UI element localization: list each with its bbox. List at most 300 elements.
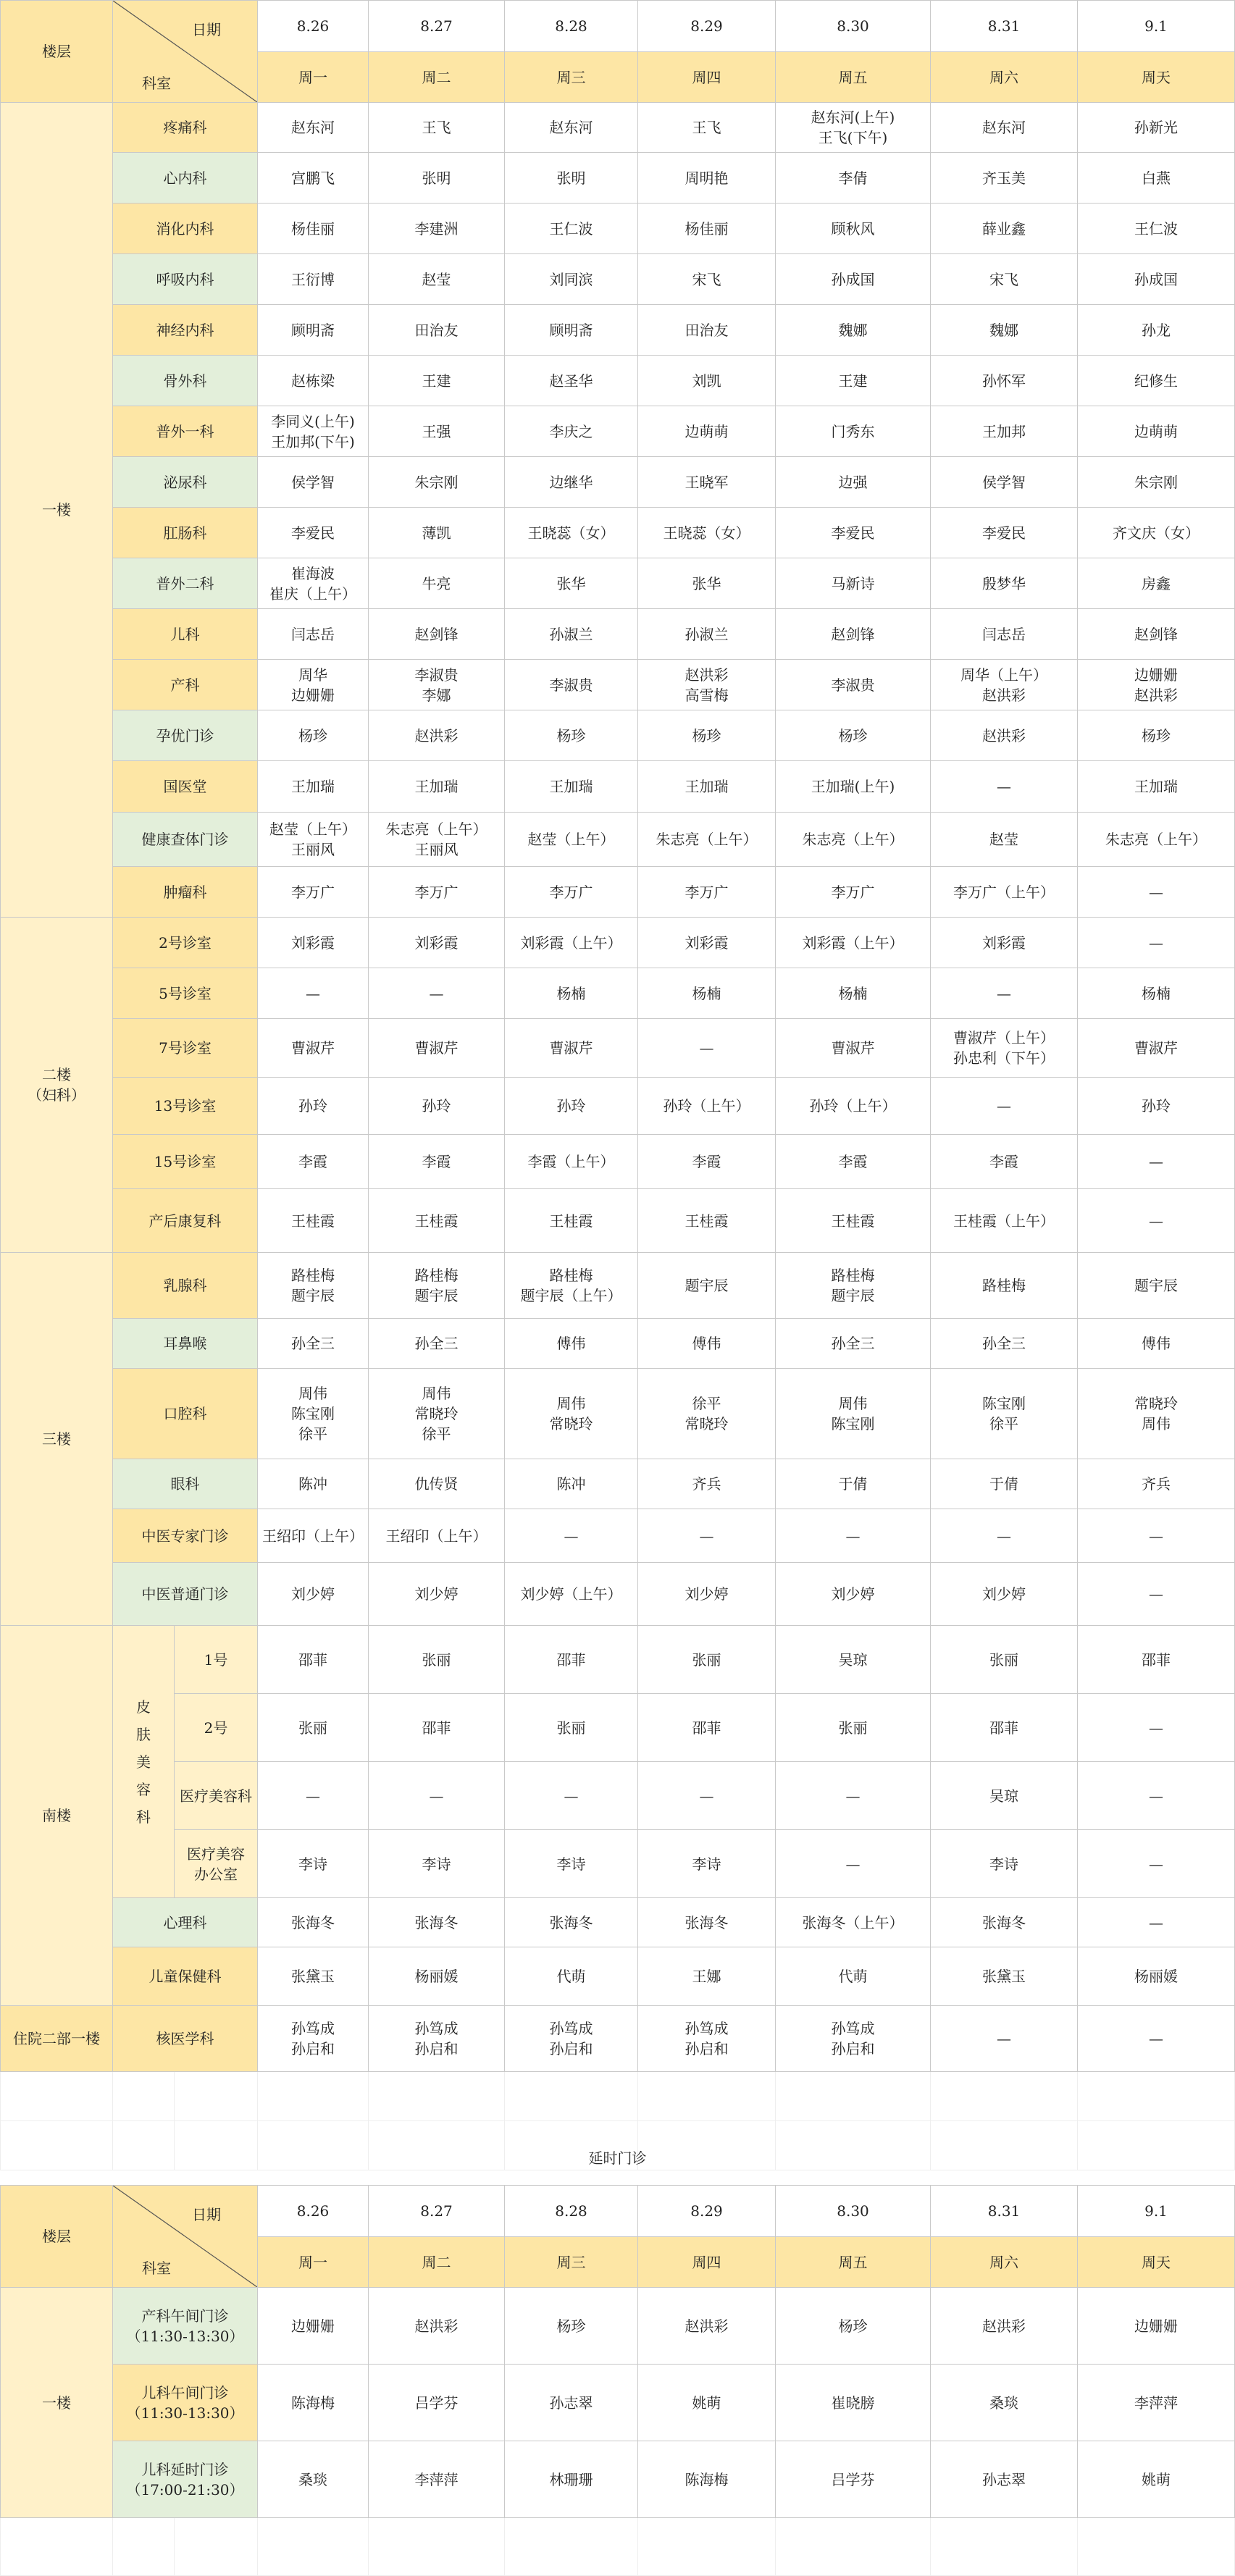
doctor-cell: 朱志亮（上午）	[638, 813, 776, 867]
doctor-cell: 姚萌	[1078, 2441, 1235, 2518]
table-row	[1, 968, 1235, 1019]
dept-cell: 耳鼻喉	[113, 1319, 258, 1369]
doctor-cell: 赵莹	[931, 813, 1078, 867]
dept-cell: 骨外科	[113, 356, 258, 406]
table-row	[1, 1078, 1235, 1135]
doctor-cell: 顾明斋	[258, 305, 369, 356]
weekday-cell: 周五	[776, 52, 931, 103]
table-row	[1, 867, 1235, 918]
doctor-cell: —	[931, 1078, 1078, 1135]
doctor-cell: 杨楠	[776, 968, 931, 1019]
empty-cell	[1078, 2072, 1235, 2121]
doctor-cell: —	[1078, 867, 1235, 918]
doctor-cell: 宋飞	[931, 254, 1078, 305]
empty-cell	[505, 2518, 638, 2576]
doctor-cell: 刘少婷	[931, 1563, 1078, 1626]
table-row	[1, 2441, 1235, 2518]
doctor-cell: 田治友	[638, 305, 776, 356]
table-row	[1, 2365, 1235, 2441]
doctor-cell: 顾秋风	[776, 204, 931, 254]
doctor-cell: 李万广	[258, 867, 369, 918]
doctor-cell: 张黛玉	[931, 1947, 1078, 2006]
spacer-row	[1, 2518, 1235, 2576]
table-row	[1, 1947, 1235, 2006]
diagonal-divider	[113, 1, 257, 102]
empty-cell	[638, 2072, 776, 2121]
dept-cell: 13号诊室	[113, 1078, 258, 1135]
date-cell: 8.30	[776, 1, 931, 52]
doctor-cell: 赵莹（上午）	[505, 813, 638, 867]
doctor-cell: 赵洪彩	[369, 2288, 505, 2365]
doctor-cell: 齐玉美	[931, 153, 1078, 204]
doctor-cell: 赵洪彩	[931, 710, 1078, 761]
date-cell: 8.26	[258, 2186, 369, 2237]
doctor-cell: 王衍博	[258, 254, 369, 305]
doctor-cell: 李爱民	[776, 508, 931, 558]
doctor-cell: —	[1078, 2006, 1235, 2072]
doctor-cell: 孙新光	[1078, 103, 1235, 153]
dept-cell: 医疗美容科	[175, 1762, 258, 1830]
doctor-cell: 刘彩霞	[931, 918, 1078, 968]
doctor-cell: —	[1078, 1898, 1235, 1947]
doctor-cell: 门秀东	[776, 406, 931, 457]
doctor-cell: 赵东河	[258, 103, 369, 153]
doctor-cell: —	[1078, 918, 1235, 968]
header-date-row	[1, 2186, 1235, 2237]
doctor-cell: 张丽	[505, 1694, 638, 1762]
doctor-cell: 王桂霞	[638, 1189, 776, 1253]
doctor-cell: 李爱民	[258, 508, 369, 558]
dept-cell: 孕优门诊	[113, 710, 258, 761]
doctor-cell: 孙笃成 孙启和	[369, 2006, 505, 2072]
dept-cell: 普外二科	[113, 558, 258, 609]
table-row	[1, 1459, 1235, 1509]
doctor-cell: 孙成国	[776, 254, 931, 305]
doctor-cell: —	[1078, 1830, 1235, 1898]
doctor-cell: 邵菲	[638, 1694, 776, 1762]
table-row	[1, 254, 1235, 305]
doctor-cell: 李诗	[505, 1830, 638, 1898]
date-cell: 8.27	[369, 1, 505, 52]
table-row	[1, 2288, 1235, 2365]
doctor-cell: 王加瑞	[369, 761, 505, 813]
doctor-cell: 魏娜	[776, 305, 931, 356]
doctor-cell: 杨丽媛	[369, 1947, 505, 2006]
doctor-cell: 张丽	[638, 1626, 776, 1694]
weekday-cell: 周四	[638, 52, 776, 103]
doctor-cell: 张华	[505, 558, 638, 609]
table-row	[1, 204, 1235, 254]
doctor-cell: 李倩	[776, 153, 931, 204]
doctor-cell: 宫鹏飞	[258, 153, 369, 204]
weekday-cell: 周六	[931, 52, 1078, 103]
doctor-cell: 朱宗刚	[369, 457, 505, 508]
doctor-cell: 李万广	[369, 867, 505, 918]
doctor-cell: 李诗	[258, 1830, 369, 1898]
derm-group-label: 皮 肤 美 容 科	[113, 1626, 175, 1898]
doctor-cell: 李霞（上午）	[505, 1135, 638, 1189]
date-dept-header	[113, 2186, 258, 2288]
diagonal-divider	[113, 2186, 257, 2287]
dept-cell: 眼科	[113, 1459, 258, 1509]
empty-cell	[258, 2072, 369, 2121]
weekday-cell: 周三	[505, 52, 638, 103]
doctor-cell: 周伟 常晓玲 徐平	[369, 1369, 505, 1459]
date-cell: 9.1	[1078, 1, 1235, 52]
doctor-cell: 赵洪彩	[369, 710, 505, 761]
table-row	[1, 1369, 1235, 1459]
doctor-cell: 殷梦华	[931, 558, 1078, 609]
doctor-cell: 侯学智	[258, 457, 369, 508]
dept-cell: 中医普通门诊	[113, 1563, 258, 1626]
doctor-cell: 于倩	[776, 1459, 931, 1509]
empty-cell	[1078, 2518, 1235, 2576]
doctor-cell: 孙全三	[931, 1319, 1078, 1369]
doctor-cell: 邵菲	[258, 1626, 369, 1694]
doctor-cell: 孙志翠	[505, 2365, 638, 2441]
doctor-cell: 李诗	[369, 1830, 505, 1898]
dept-cell: 医疗美容 办公室	[175, 1830, 258, 1898]
doctor-cell: 陈海梅	[638, 2441, 776, 2518]
doctor-cell: 杨丽媛	[1078, 1947, 1235, 2006]
doctor-cell: 侯学智	[931, 457, 1078, 508]
dept-cell: 口腔科	[113, 1369, 258, 1459]
doctor-cell: 杨珍	[505, 2288, 638, 2365]
empty-cell	[113, 2072, 175, 2121]
doctor-cell: 孙玲	[505, 1078, 638, 1135]
doctor-cell: 边姗姗	[258, 2288, 369, 2365]
doctor-cell: 赵东河	[505, 103, 638, 153]
doctor-cell: 赵剑锋	[776, 609, 931, 660]
table-row	[1, 153, 1235, 204]
doctor-cell: 刘彩霞	[638, 918, 776, 968]
doctor-cell: 薄凯	[369, 508, 505, 558]
empty-cell	[175, 2518, 258, 2576]
doctor-cell: 朱志亮（上午）	[1078, 813, 1235, 867]
floor-cell: 南楼	[1, 1626, 113, 2006]
doctor-cell: 李爱民	[931, 508, 1078, 558]
doctor-cell: 刘少婷	[258, 1563, 369, 1626]
doctor-cell: —	[258, 968, 369, 1019]
table-row	[1, 1830, 1235, 1898]
dept-cell: 疼痛科	[113, 103, 258, 153]
doctor-cell: 朱宗刚	[1078, 457, 1235, 508]
doctor-cell: 邵菲	[1078, 1626, 1235, 1694]
doctor-cell: 杨珍	[638, 710, 776, 761]
doctor-cell: 王绍印（上午）	[258, 1509, 369, 1563]
weekday-cell: 周二	[369, 2237, 505, 2288]
doctor-cell: —	[638, 1019, 776, 1078]
doctor-cell: —	[931, 2006, 1078, 2072]
doctor-cell: 王建	[369, 356, 505, 406]
doctor-cell: 刘彩霞（上午）	[776, 918, 931, 968]
doctor-cell: 吕学芬	[369, 2365, 505, 2441]
empty-cell	[638, 2518, 776, 2576]
doctor-cell: 陈海梅	[258, 2365, 369, 2441]
extended-title: 延时门诊	[588, 2149, 647, 2167]
doctor-cell: 李诗	[638, 1830, 776, 1898]
dept-cell: 7号诊室	[113, 1019, 258, 1078]
doctor-cell: 孙玲（上午）	[776, 1078, 931, 1135]
doctor-cell: 白燕	[1078, 153, 1235, 204]
dept-cell: 5号诊室	[113, 968, 258, 1019]
doctor-cell: 孙玲	[369, 1078, 505, 1135]
doctor-cell: 徐平 常晓玲	[638, 1369, 776, 1459]
dept-cell: 泌尿科	[113, 457, 258, 508]
doctor-cell: 边萌萌	[1078, 406, 1235, 457]
dept-cell: 神经内科	[113, 305, 258, 356]
doctor-cell: 王加瑞	[1078, 761, 1235, 813]
doctor-cell: 李淑贵	[776, 660, 931, 710]
doctor-cell: 曹淑芹	[505, 1019, 638, 1078]
doctor-cell: 曹淑芹	[369, 1019, 505, 1078]
table-row	[1, 1319, 1235, 1369]
weekday-cell: 周三	[505, 2237, 638, 2288]
doctor-cell: 杨珍	[776, 710, 931, 761]
doctor-cell: 邵菲	[931, 1694, 1078, 1762]
empty-cell	[175, 2072, 258, 2121]
doctor-cell: 陈宝刚 徐平	[931, 1369, 1078, 1459]
doctor-cell: 王桂霞	[505, 1189, 638, 1253]
doctor-cell: 孙全三	[258, 1319, 369, 1369]
doctor-cell: 杨楠	[638, 968, 776, 1019]
spacer-row	[1, 2072, 1235, 2121]
weekday-cell: 周一	[258, 2237, 369, 2288]
doctor-cell: 张明	[369, 153, 505, 204]
doctor-cell: 林珊珊	[505, 2441, 638, 2518]
doctor-cell: 王飞	[369, 103, 505, 153]
dept-cell: 中医专家门诊	[113, 1509, 258, 1563]
dept-cell: 15号诊室	[113, 1135, 258, 1189]
doctor-cell: —	[1078, 1509, 1235, 1563]
doctor-cell: 张黛玉	[258, 1947, 369, 2006]
doctor-cell: 杨佳丽	[638, 204, 776, 254]
doctor-cell: 杨楠	[505, 968, 638, 1019]
dept-cell: 产科	[113, 660, 258, 710]
empty-cell	[1, 2072, 113, 2121]
date-cell: 8.29	[638, 2186, 776, 2237]
weekday-cell: 周天	[1078, 2237, 1235, 2288]
date-cell: 8.31	[931, 2186, 1078, 2237]
table-row	[1, 1509, 1235, 1563]
doctor-cell: 周华（上午） 赵洪彩	[931, 660, 1078, 710]
doctor-cell: 代萌	[776, 1947, 931, 2006]
doctor-cell: 王建	[776, 356, 931, 406]
doctor-cell: 杨珍	[776, 2288, 931, 2365]
doctor-cell: 王加瑞	[638, 761, 776, 813]
table-row	[1, 1898, 1235, 1947]
doctor-cell: 李霞	[258, 1135, 369, 1189]
dept-cell: 消化内科	[113, 204, 258, 254]
doctor-cell: 王仁波	[1078, 204, 1235, 254]
doctor-cell: 张丽	[931, 1626, 1078, 1694]
doctor-cell: 赵剑锋	[369, 609, 505, 660]
doctor-cell: —	[1078, 1563, 1235, 1626]
doctor-cell: 傅伟	[638, 1319, 776, 1369]
table-row	[1, 1019, 1235, 1078]
table-row	[1, 710, 1235, 761]
doctor-cell: 王加邦	[931, 406, 1078, 457]
doctor-cell: 马新诗	[776, 558, 931, 609]
doctor-cell: 宋飞	[638, 254, 776, 305]
doctor-cell: 王娜	[638, 1947, 776, 2006]
doctor-cell: 刘少婷	[776, 1563, 931, 1626]
doctor-cell: 孙怀军	[931, 356, 1078, 406]
dept-cell: 心理科	[113, 1898, 258, 1947]
table-row	[1, 609, 1235, 660]
doctor-cell: 朱志亮（上午） 王丽风	[369, 813, 505, 867]
doctor-cell: 张海冬	[505, 1898, 638, 1947]
doctor-cell: 刘少婷	[369, 1563, 505, 1626]
doctor-cell: 王强	[369, 406, 505, 457]
doctor-cell: 王加瑞	[258, 761, 369, 813]
doctor-cell: 王晓军	[638, 457, 776, 508]
doctor-cell: 崔晓膀	[776, 2365, 931, 2441]
doctor-cell: 王晓蕊（女）	[638, 508, 776, 558]
doctor-cell: 孙成国	[1078, 254, 1235, 305]
doctor-cell: 崔海波 崔庆（上午）	[258, 558, 369, 609]
table-row	[1, 2006, 1235, 2072]
doctor-cell: —	[931, 968, 1078, 1019]
table-row	[1, 1762, 1235, 1830]
doctor-cell: 李建洲	[369, 204, 505, 254]
doctor-cell: 曹淑芹	[1078, 1019, 1235, 1078]
dept-cell: 1号	[175, 1626, 258, 1694]
date-dept-header	[113, 1, 258, 103]
floor-header: 楼层	[1, 1, 113, 103]
doctor-cell: 杨珍	[1078, 710, 1235, 761]
doctor-cell: 纪修生	[1078, 356, 1235, 406]
doctor-cell: 王桂霞	[258, 1189, 369, 1253]
doctor-cell: 李萍萍	[369, 2441, 505, 2518]
doctor-cell: 赵洪彩	[931, 2288, 1078, 2365]
table-row	[1, 1135, 1235, 1189]
doctor-cell: —	[258, 1762, 369, 1830]
doctor-cell: 孙淑兰	[638, 609, 776, 660]
doctor-cell: 刘彩霞	[258, 918, 369, 968]
doctor-cell: 桑琰	[931, 2365, 1078, 2441]
date-cell: 8.28	[505, 2186, 638, 2237]
doctor-cell: 边强	[776, 457, 931, 508]
dept-cell: 呼吸内科	[113, 254, 258, 305]
doctor-cell: 周伟 陈宝刚	[776, 1369, 931, 1459]
doctor-cell: 刘凯	[638, 356, 776, 406]
doctor-cell: 李淑贵	[505, 660, 638, 710]
weekday-cell: 周五	[776, 2237, 931, 2288]
table-row	[1, 508, 1235, 558]
doctor-cell: 张丽	[776, 1694, 931, 1762]
date-cell: 8.27	[369, 2186, 505, 2237]
doctor-cell: —	[638, 1762, 776, 1830]
doctor-cell: 闫志岳	[258, 609, 369, 660]
doctor-cell: 田治友	[369, 305, 505, 356]
table-row	[1, 660, 1235, 710]
dept-cell: 健康查体门诊	[113, 813, 258, 867]
doctor-cell: 边继华	[505, 457, 638, 508]
doctor-cell: 路桂梅 题宇辰（上午）	[505, 1253, 638, 1319]
doctor-cell: 吴琼	[776, 1626, 931, 1694]
table-row	[1, 1253, 1235, 1319]
doctor-cell: 傅伟	[505, 1319, 638, 1369]
doctor-cell: —	[1078, 1762, 1235, 1830]
doctor-cell: 李霞	[369, 1135, 505, 1189]
doctor-cell: 孙笃成 孙启和	[258, 2006, 369, 2072]
dept-cell: 普外一科	[113, 406, 258, 457]
table-row	[1, 1189, 1235, 1253]
empty-cell	[931, 2072, 1078, 2121]
dept-cell: 2号诊室	[113, 918, 258, 968]
table-row	[1, 103, 1235, 153]
doctor-cell: 牛亮	[369, 558, 505, 609]
extended-hours-table	[0, 2185, 1235, 2576]
doctor-cell: —	[1078, 1189, 1235, 1253]
doctor-cell: 陈冲	[258, 1459, 369, 1509]
doctor-cell: 周伟 陈宝刚 徐平	[258, 1369, 369, 1459]
doctor-cell: 李诗	[931, 1830, 1078, 1898]
doctor-cell: 张丽	[258, 1694, 369, 1762]
doctor-cell: 傅伟	[1078, 1319, 1235, 1369]
doctor-cell: 赵栋梁	[258, 356, 369, 406]
doctor-cell: 赵莹	[369, 254, 505, 305]
doctor-cell: 刘同滨	[505, 254, 638, 305]
dept-cell: 2号	[175, 1694, 258, 1762]
doctor-cell: 曹淑芹	[258, 1019, 369, 1078]
empty-cell	[1, 2518, 113, 2576]
doctor-cell: 李霞	[776, 1135, 931, 1189]
empty-cell	[505, 2072, 638, 2121]
floor-cell: 一楼	[1, 103, 113, 918]
floor-cell: 二楼 （妇科）	[1, 918, 113, 1253]
doctor-cell: 张海冬	[638, 1898, 776, 1947]
doctor-cell: 孙玲	[258, 1078, 369, 1135]
empty-cell	[931, 2518, 1078, 2576]
date-label: 日期	[192, 2206, 221, 2223]
doctor-cell: 曹淑芹	[776, 1019, 931, 1078]
doctor-cell: 孙玲（上午）	[638, 1078, 776, 1135]
doctor-cell: 齐文庆（女）	[1078, 508, 1235, 558]
doctor-cell: 李庆之	[505, 406, 638, 457]
dept-label: 科室	[142, 2260, 171, 2277]
doctor-cell: 孙玲	[1078, 1078, 1235, 1135]
doctor-cell: 边姗姗	[1078, 2288, 1235, 2365]
doctor-cell: 孙志翠	[931, 2441, 1078, 2518]
doctor-cell: 薛业鑫	[931, 204, 1078, 254]
doctor-cell: 孙全三	[369, 1319, 505, 1369]
floor-header: 楼层	[1, 2186, 113, 2288]
empty-cell	[258, 2518, 369, 2576]
doctor-cell: 张海冬	[931, 1898, 1078, 1947]
weekday-cell: 周二	[369, 52, 505, 103]
weekday-cell: 周六	[931, 2237, 1078, 2288]
doctor-cell: 题宇辰	[638, 1253, 776, 1319]
table-row	[1, 356, 1235, 406]
doctor-cell: —	[776, 1509, 931, 1563]
doctor-cell: 吕学芬	[776, 2441, 931, 2518]
doctor-cell: 顾明斋	[505, 305, 638, 356]
doctor-cell: 刘少婷	[638, 1563, 776, 1626]
doctor-cell: 李霞	[931, 1135, 1078, 1189]
doctor-cell: —	[1078, 1135, 1235, 1189]
doctor-cell: —	[1078, 1694, 1235, 1762]
doctor-cell: 王绍印（上午）	[369, 1509, 505, 1563]
doctor-cell: 刘彩霞	[369, 918, 505, 968]
doctor-cell: —	[931, 761, 1078, 813]
doctor-cell: 杨珍	[505, 710, 638, 761]
doctor-cell: 李万广	[638, 867, 776, 918]
doctor-cell: 朱志亮（上午）	[776, 813, 931, 867]
doctor-cell: 王加瑞(上午)	[776, 761, 931, 813]
doctor-cell: 李万广	[505, 867, 638, 918]
